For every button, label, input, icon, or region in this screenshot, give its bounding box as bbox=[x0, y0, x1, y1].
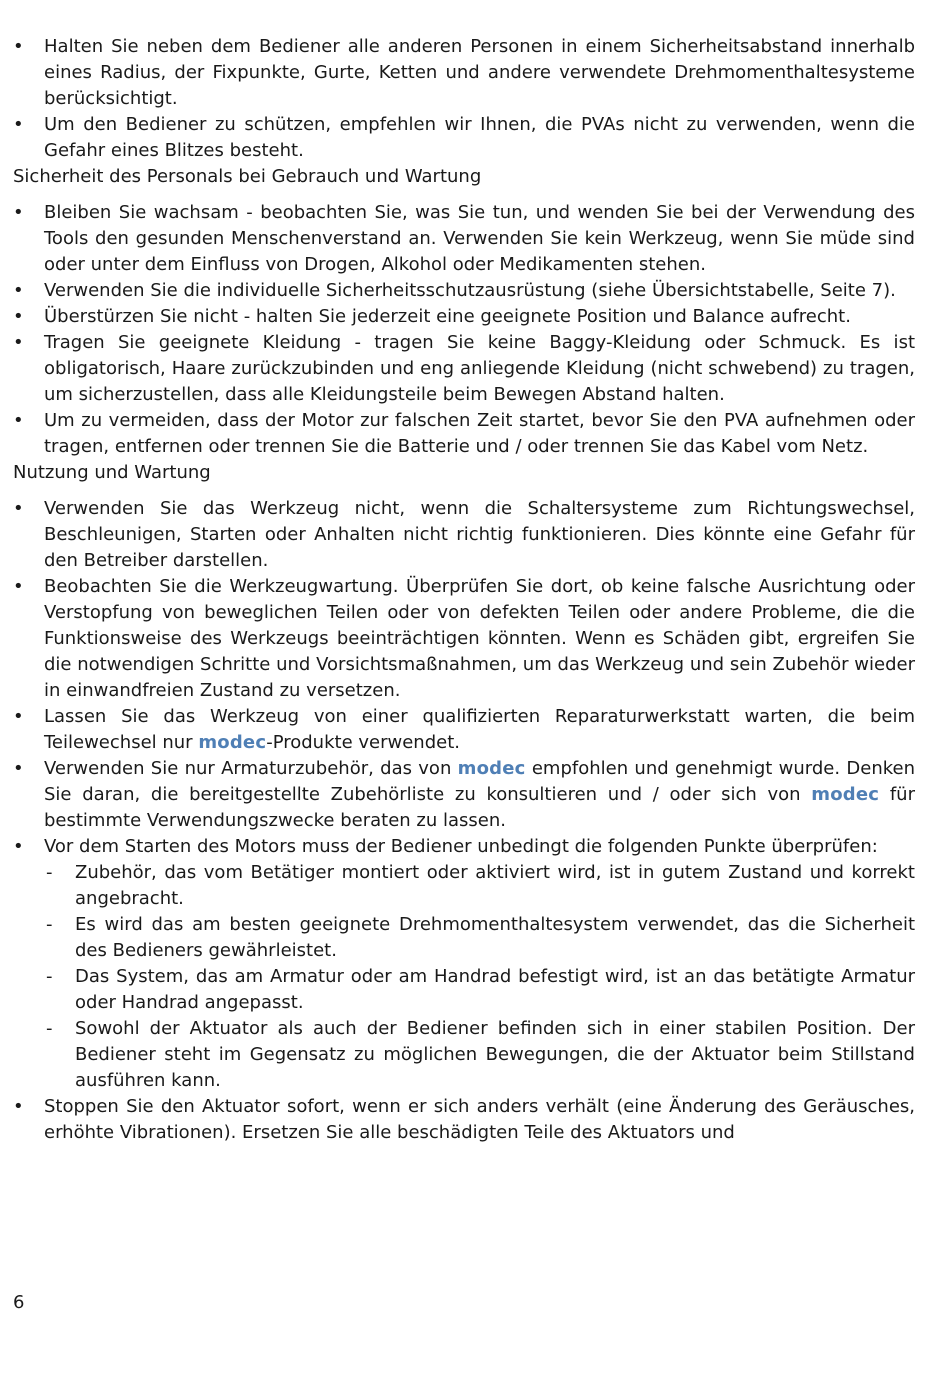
personnel-safety-list bbox=[13, 200, 915, 460]
list-item bbox=[13, 756, 915, 834]
list-item: • Stoppen Sie den Aktuator sofort, wenn er sich anders verhält (eine Änderung des Geräusches, erhöhte Vibrationen). Ersetzen Sie alle beschädigten Teile des Aktuators und bbox=[13, 1094, 915, 1146]
brand-name: modec bbox=[198, 732, 267, 753]
text-fragment: für bestimmte Verwendungszwecke beraten zu lassen. bbox=[44, 784, 915, 831]
section-heading-use-maintenance: Nutzung und Wartung bbox=[13, 462, 211, 483]
list-item: • Halten Sie neben dem Bediener alle anderen Personen in einem Sicherheitsabstand innerhalb eines Radius, der Fixpunkte, Gurte, Ketten und andere verwendete Drehmomenthaltesysteme berücksichtigt. bbox=[13, 34, 915, 112]
list-item: • Tragen Sie geeignete Kleidung - tragen Sie keine Baggy-Kleidung oder Schmuck. Es ist obligatorisch, Haare zurückzubinden und eng anliegende Kleidung (nicht schwebend) zu tragen, um sicherzustellen, dass alle Kleidungsteile beim Bewegen Abstand halten. bbox=[13, 330, 915, 408]
text-fragment: empfohlen und genehmigt wurde. Denken Sie daran, die bereitgestellte Zubehörliste zu konsultieren und / oder sich von bbox=[44, 758, 916, 805]
list-item: • Überstürzen Sie nicht - halten Sie jederzeit eine geeignete Position und Balance aufrecht. bbox=[13, 304, 915, 330]
list-item bbox=[13, 704, 915, 756]
pre-start-checklist bbox=[44, 860, 915, 1094]
list-item: • Verwenden Sie das Werkzeug nicht, wenn die Schaltersysteme zum Richtungswechsel, Beschleunigen, Starten oder Anhalten nicht richtig funktionieren. Dies könnte eine Gefahr für den Betreiber darstellen. bbox=[13, 496, 915, 574]
list-item: • Um den Bediener zu schützen, empfehlen wir Ihnen, die PVAs nicht zu verwenden, wenn die Gefahr eines Blitzes besteht. bbox=[13, 112, 915, 164]
document-page bbox=[13, 34, 915, 1146]
list-item: • Verwenden Sie die individuelle Sicherheitsschutzausrüstung (siehe Übersichtstabelle, Seite 7). bbox=[13, 278, 915, 304]
section-heading-personnel-safety: Sicherheit des Personals bei Gebrauch und Wartung bbox=[13, 166, 482, 187]
brand-name: modec bbox=[457, 758, 526, 779]
text-fragment: -Produkte verwendet. bbox=[266, 732, 460, 753]
page-number: 6 bbox=[13, 1292, 25, 1313]
text-fragment: Verwenden Sie nur Armaturzubehör, das von bbox=[44, 758, 458, 779]
safety-distance-list bbox=[13, 34, 915, 164]
use-maintenance-list bbox=[13, 496, 915, 1146]
text-fragment: Lassen Sie das Werkzeug von einer qualifizierten Reparaturwerkstatt warten, die beim Teilewechsel nur bbox=[44, 706, 915, 753]
list-item-text: Vor dem Starten des Motors muss der Bediener unbedingt die folgenden Punkte überprüfen: bbox=[44, 836, 878, 857]
list-item bbox=[13, 834, 915, 1094]
list-item: • Bleiben Sie wachsam - beobachten Sie, was Sie tun, und wenden Sie bei der Verwendung des Tools den gesunden Menschenverstand an. Verwenden Sie kein Werkzeug, wenn Sie müde sind oder unter dem Einfluss von Drogen, Alkohol oder Medikamenten stehen. bbox=[13, 200, 915, 278]
sub-list-item: - Das System, das am Armatur oder am Handrad befestigt wird, ist an das betätigte Armatur oder Handrad angepasst. bbox=[44, 964, 915, 1016]
sub-list-item: - Es wird das am besten geeignete Drehmomenthaltesystem verwendet, das die Sicherheit des Bedieners gewährleistet. bbox=[44, 912, 915, 964]
list-item: • Um zu vermeiden, dass der Motor zur falschen Zeit startet, bevor Sie den PVA aufnehmen oder tragen, entfernen oder trennen Sie die Batterie und / oder trennen Sie das Kabel vom Netz. bbox=[13, 408, 915, 460]
sub-list-item: - Sowohl der Aktuator als auch der Bediener befinden sich in einer stabilen Position. Der Bediener steht im Gegensatz zu möglichen Bewegungen, die der Aktuator beim Stillstand ausführen kann. bbox=[44, 1016, 915, 1094]
list-item: • Beobachten Sie die Werkzeugwartung. Überprüfen Sie dort, ob keine falsche Ausrichtung oder Verstopfung von beweglichen Teilen oder von defekten Teilen oder andere Probleme, die die Funktionsweise des Werkzeugs beeinträchtigen könnten. Wenn es Schäden gibt, ergreifen Sie die notwendigen Schritte und Vorsichtsmaßnahmen, um das Werkzeug und sein Zubehör wieder in einwandfreien Zustand zu versetzen. bbox=[13, 574, 915, 704]
sub-list-item: - Zubehör, das vom Betätiger montiert oder aktiviert wird, ist in gutem Zustand und korrekt angebracht. bbox=[44, 860, 915, 912]
brand-name: modec bbox=[811, 784, 880, 805]
